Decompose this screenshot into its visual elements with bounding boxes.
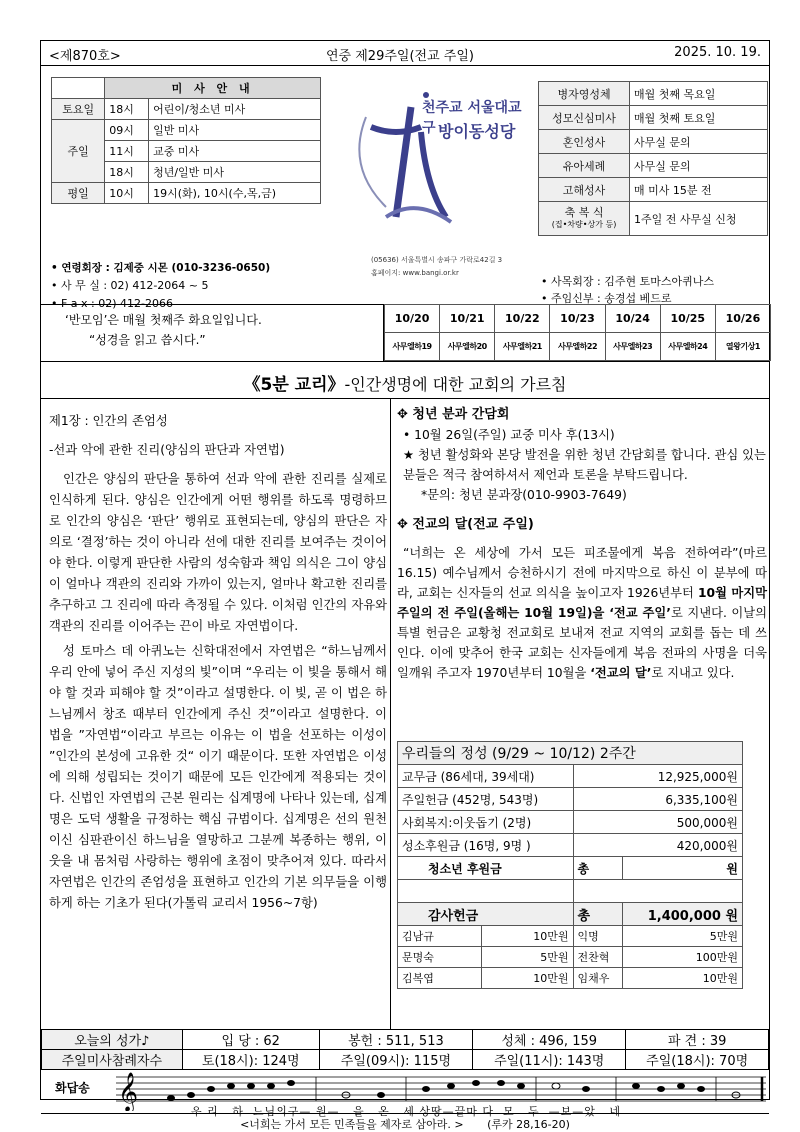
issue-date: 2025. 10. 19. bbox=[674, 45, 761, 60]
calendar-date: 10/25 bbox=[660, 305, 715, 333]
offering-amount: 6,335,100원 bbox=[573, 788, 743, 811]
offering-item: 교무금 (86세대, 39세대) bbox=[398, 765, 574, 788]
calendar-reading: 사무엘하21 bbox=[495, 333, 550, 361]
parish-name-diocese: 천주교 서울대교구 bbox=[422, 100, 522, 136]
hymn-dismissal: 파 견 : 39 bbox=[626, 1030, 769, 1050]
notice-line: “성경을 읽고 씁시다.” bbox=[89, 333, 206, 347]
attendance-count: 토(18시): 124명 bbox=[182, 1050, 319, 1070]
mass-desc: 19시(화), 10시(수,목,금) bbox=[149, 183, 321, 204]
calendar-date: 10/20 bbox=[385, 305, 440, 333]
sacrament-schedule: 매월 첫째 토요일 bbox=[630, 106, 768, 130]
sacrament-name: 혼인성사 bbox=[539, 130, 630, 154]
article-paragraph: 성 토마스 데 아퀴노는 신학대전에서 자연법은 “하느님께서 우리 안에 넣어 주신 지성의 빛”이며 “우리는 이 빛을 통해서 해야 할 것과 피해야 할 것”이라고 설명한다. 이 빛, 곧 이 법은 하느님께서 창조 때부터 인간에게 주신 것”이라고 설명한다. 이 법을 ”자연법“이라고 부르는 이유는 이 법을 선포하는 이성이 ”인간의 본성에 고유한 것“ 이기 때문이다. 또한 자연법은 이성에 의해 성립되는 것이기 때문에 모든 인간에게 적용되는 것이다. 신법인 자연법의 근본 원리는 십계명에 나타나 있는데, 십계명은 도덕 생활을 규정하는 핵심 규범이다. 십계명은 선의 원천이신 심판관이신 하느님을 열망하고 그분께 복종하는 행위, 이웃을 내 몸처럼 사랑하는 행위에 초점이 맞추어져 있다. 따라서 자연법은 인간의 존엄성을 표현하고 인간의 기본 의무들을 이행하게 하는 기초가 된다(가톨릭 교리서 1956~7항) bbox=[49, 644, 387, 910]
mass-desc: 교중 미사 bbox=[149, 141, 321, 162]
attendance-count: 주일(18시): 70명 bbox=[626, 1050, 769, 1070]
donor-amount: 5만원 bbox=[482, 947, 573, 968]
donor-name: 문명숙 bbox=[398, 947, 482, 968]
mass-time: 10시 bbox=[105, 183, 149, 204]
section-title-bold: 《5분 교리》 bbox=[243, 375, 345, 395]
staff-info bbox=[541, 273, 714, 307]
parish-website: 홈페이지: www.bangi.or.kr bbox=[371, 269, 459, 277]
bulletin-page bbox=[40, 40, 770, 1131]
issue-number: <제870호> bbox=[49, 49, 121, 64]
mass-day-sunday: 주일 bbox=[52, 120, 105, 183]
calendar-reading: 사무엘하20 bbox=[440, 333, 495, 361]
mass-desc: 어린이/청소년 미사 bbox=[149, 99, 321, 120]
calendar-reading: 사무엘하19 bbox=[385, 333, 440, 361]
mass-schedule bbox=[51, 77, 321, 204]
donor-amount: 10만원 bbox=[622, 968, 742, 989]
mass-day: 평일 bbox=[52, 183, 105, 204]
youth-meeting-date: • 10월 26일(주일) 교중 미사 후(13시) bbox=[403, 428, 615, 442]
mission-text: 로 지내고 있다. bbox=[651, 666, 735, 680]
hymn-offertory: 봉헌 : 511, 513 bbox=[319, 1030, 472, 1050]
mass-time: 09시 bbox=[105, 120, 149, 141]
sacrament-name: 유아세례 bbox=[539, 154, 630, 178]
calendar-date: 10/23 bbox=[550, 305, 605, 333]
youth-fund-amount: 원 bbox=[622, 857, 742, 880]
funeral-committee-contact: • 연령회장 : 김제중 시몬 (010-3236-0650) bbox=[51, 262, 271, 274]
section-title-rest: -인간생명에 대한 교회의 가르침 bbox=[344, 375, 567, 394]
calendar-reading: 열왕기상1 bbox=[715, 333, 770, 361]
calendar-reading: 사무엘하22 bbox=[550, 333, 605, 361]
notice-line: ‘반모임’은 매월 첫째주 화요일입니다. bbox=[65, 313, 262, 327]
donor-amount: 100만원 bbox=[622, 947, 742, 968]
youth-meeting-contact: *문의: 청년 분과장(010-9903-7649) bbox=[421, 488, 627, 502]
mass-desc: 일반 미사 bbox=[149, 120, 321, 141]
sacrament-schedule: 매 미사 15분 전 bbox=[630, 178, 768, 202]
mass-desc: 청년/일반 미사 bbox=[149, 162, 321, 183]
sacrament-schedule: 사무실 문의 bbox=[630, 154, 768, 178]
mass-day: 토요일 bbox=[52, 99, 105, 120]
donor-name: 익명 bbox=[573, 926, 622, 947]
attendance-count: 주일(11시): 143명 bbox=[473, 1050, 626, 1070]
offering-item: 사회복지:이웃돕기 (2명) bbox=[398, 811, 574, 834]
youth-meeting-heading: ✥ 청년 분과 간담회 bbox=[397, 407, 510, 422]
donor-name: 전찬혁 bbox=[573, 947, 622, 968]
calendar-date: 10/24 bbox=[605, 305, 660, 333]
attendance-label: 주일미사참례자수 bbox=[42, 1050, 183, 1070]
mission-title: 전교의 달(전교 주일) bbox=[412, 517, 534, 532]
donor-amount: 10만원 bbox=[482, 926, 573, 947]
footer-reference: (루카 28,16-20) bbox=[487, 1118, 570, 1131]
hymns-attendance-table bbox=[41, 1029, 769, 1070]
office-phone: • 사 무 실 : 02) 412-2064 ~ 5 bbox=[51, 279, 209, 292]
offering-amount: 500,000원 bbox=[573, 811, 743, 834]
calendar-date: 10/26 bbox=[715, 305, 770, 333]
sacrament-name: 성모신심미사 bbox=[539, 106, 630, 130]
doctrine-article bbox=[49, 407, 387, 914]
thanks-offering-label: 감사헌금 bbox=[398, 903, 574, 926]
svg-text:𝄞: 𝄞 bbox=[118, 1072, 139, 1111]
mass-time: 11시 bbox=[105, 141, 149, 162]
notice-box bbox=[41, 304, 384, 361]
hymn-entrance: 입 당 : 62 bbox=[182, 1030, 319, 1050]
mission-heading: ✥ 전교의 달(전교 주일) bbox=[397, 517, 534, 532]
sacrament-blessing bbox=[539, 202, 630, 236]
empty-cell bbox=[398, 880, 574, 903]
offering-amount: 12,925,000원 bbox=[573, 765, 743, 788]
calendar-reading: 사무엘하23 bbox=[605, 333, 660, 361]
article-subtitle: -선과 악에 관한 진리(양심의 판단과 자연법) bbox=[49, 443, 285, 457]
thanks-offering-total-label: 총 bbox=[573, 903, 622, 926]
bible-reading-calendar bbox=[384, 304, 771, 361]
sacrament-schedule: 사무실 문의 bbox=[630, 130, 768, 154]
announcements bbox=[397, 403, 767, 683]
donor-amount: 5만원 bbox=[622, 926, 742, 947]
youth-meeting-desc: ★ 청년 활성화와 본당 발전을 위한 청년 간담회를 합니다. 관심 있는 분들은 적극 참여하셔서 제언과 토론을 부탁드립니다. bbox=[403, 448, 766, 482]
sacrament-name: 고해성사 bbox=[539, 178, 630, 202]
empty-cell bbox=[573, 880, 743, 903]
youth-fund-label: 청소년 후원금 bbox=[398, 857, 574, 880]
mass-time: 18시 bbox=[105, 162, 149, 183]
office-fax: • F a x : 02) 412-2066 bbox=[51, 297, 173, 310]
calendar-date: 10/22 bbox=[495, 305, 550, 333]
sacrament-name: 병자영성체 bbox=[539, 82, 630, 106]
offering-title: 우리들의 정성 (9/29 ~ 10/12) 2주간 bbox=[398, 742, 743, 765]
council-president: • 사목회장 : 김주현 토마스아퀴나스 bbox=[541, 275, 714, 288]
mission-body bbox=[397, 543, 767, 683]
donor-name: 김남규 bbox=[398, 926, 482, 947]
liturgical-week: 연중 제29주일(전교 주일) bbox=[326, 49, 474, 64]
sacrament-note: (집•차량•상가 등) bbox=[551, 219, 617, 229]
mission-text: “너희는 온 세상에 가서 모든 피조물에게 복음 전하여라”(마르16.15) 예수님께서 승천하시기 전에 마지막으로 하신 이 분부에 따라, 교회는 신자들의 선교 의식을 높이고자 1926년부터 bbox=[397, 546, 767, 600]
footer bbox=[41, 1113, 769, 1131]
sacraments-table bbox=[538, 81, 768, 236]
hymns-label: 오늘의 성가♪ bbox=[42, 1030, 183, 1050]
section-title bbox=[41, 361, 769, 399]
mission-text-bold: ‘전교의 달’ bbox=[590, 666, 652, 680]
sacrament-schedule: 1주일 전 사무실 신청 bbox=[630, 202, 768, 236]
article-paragraph: 인간은 양심의 판단을 통하여 선과 악에 관한 진리를 실제로 인식하게 된다. 양심은 인간에게 어떤 행위를 하도록 명령하므로 인간의 양심은 ‘판단’ 행위로 표현되는데, 양심의 판단은 자의로 ‘결정’하는 것이 아니라 선에 대한 진리를 보여주는 것이어야 한다. 이렇게 판단한 사람의 성숙함과 책임 의식은 그이 양심이 얼마나 객관의 진리와 가까이 있는지, 얼마나 확고한 진리를 추구하고 그 진리에 따라 측정될 수 있다. 이처럼 인간의 자유와 객관의 진리를 이어주는 끈이 바로 자연법이다. bbox=[49, 472, 387, 633]
column-divider bbox=[390, 399, 391, 1029]
donor-name: 김복엽 bbox=[398, 968, 482, 989]
offering-item: 주일헌금 (452명, 543명) bbox=[398, 788, 574, 811]
mass-time: 18시 bbox=[105, 99, 149, 120]
youth-fund-total-label: 총 bbox=[573, 857, 622, 880]
bulletin-header bbox=[41, 41, 769, 66]
sacrament-schedule: 매월 첫째 목요일 bbox=[630, 82, 768, 106]
footer-quote: <너희는 가서 모든 민족들을 제자로 삼아라. > bbox=[240, 1118, 464, 1131]
hymn-communion: 성체 : 496, 159 bbox=[473, 1030, 626, 1050]
thanks-offering-amount: 1,400,000 원 bbox=[622, 903, 742, 926]
offering-item: 성소후원금 (16명, 9명 ) bbox=[398, 834, 574, 857]
mass-schedule-title: 미 사 안 내 bbox=[105, 78, 321, 99]
parish-address: (05636) 서울특별시 송파구 가락로42길 3 bbox=[371, 256, 503, 264]
pastor: • 주임신부 : 송경섭 베드로 bbox=[541, 292, 672, 305]
offering-table bbox=[397, 741, 743, 989]
parish-logo bbox=[326, 77, 526, 282]
psalm-label: 화답송 bbox=[55, 1081, 90, 1095]
calendar-date: 10/21 bbox=[440, 305, 495, 333]
donor-amount: 10만원 bbox=[482, 968, 573, 989]
attendance-count: 주일(09시): 115명 bbox=[319, 1050, 472, 1070]
youth-meeting-title: 청년 분과 간담회 bbox=[412, 407, 510, 422]
sacrament-name: 축 복 식 bbox=[564, 205, 604, 219]
calendar-reading: 사무엘하24 bbox=[660, 333, 715, 361]
parish-name: 방이동성당 bbox=[438, 122, 516, 141]
psalm-lyrics: 우 리 하 느님의구— 원— 을 온 세 상땅—끝마 다 모 두 —보—았 네 bbox=[191, 1105, 622, 1118]
mission-text: 로 지낸다. 이날의 특별 헌금은 교황청 전교회로 보내져 전교 지역의 교회를 돕는 데 쓰인다. 이에 맞추어 한국 교회는 신자들에게 복음 전파의 사명을 더욱 일깨워 주고자 1970년부터 10월을 bbox=[397, 606, 767, 680]
article-chapter: 제1장 : 인간의 존엄성 bbox=[49, 414, 168, 428]
mission-text-bold: 10월 마지막 주일의 전 주일(올해는 10월 19일)을 ‘전교 주일’ bbox=[397, 586, 767, 620]
donor-name: 임채우 bbox=[573, 968, 622, 989]
offering-amount: 420,000원 bbox=[573, 834, 743, 857]
